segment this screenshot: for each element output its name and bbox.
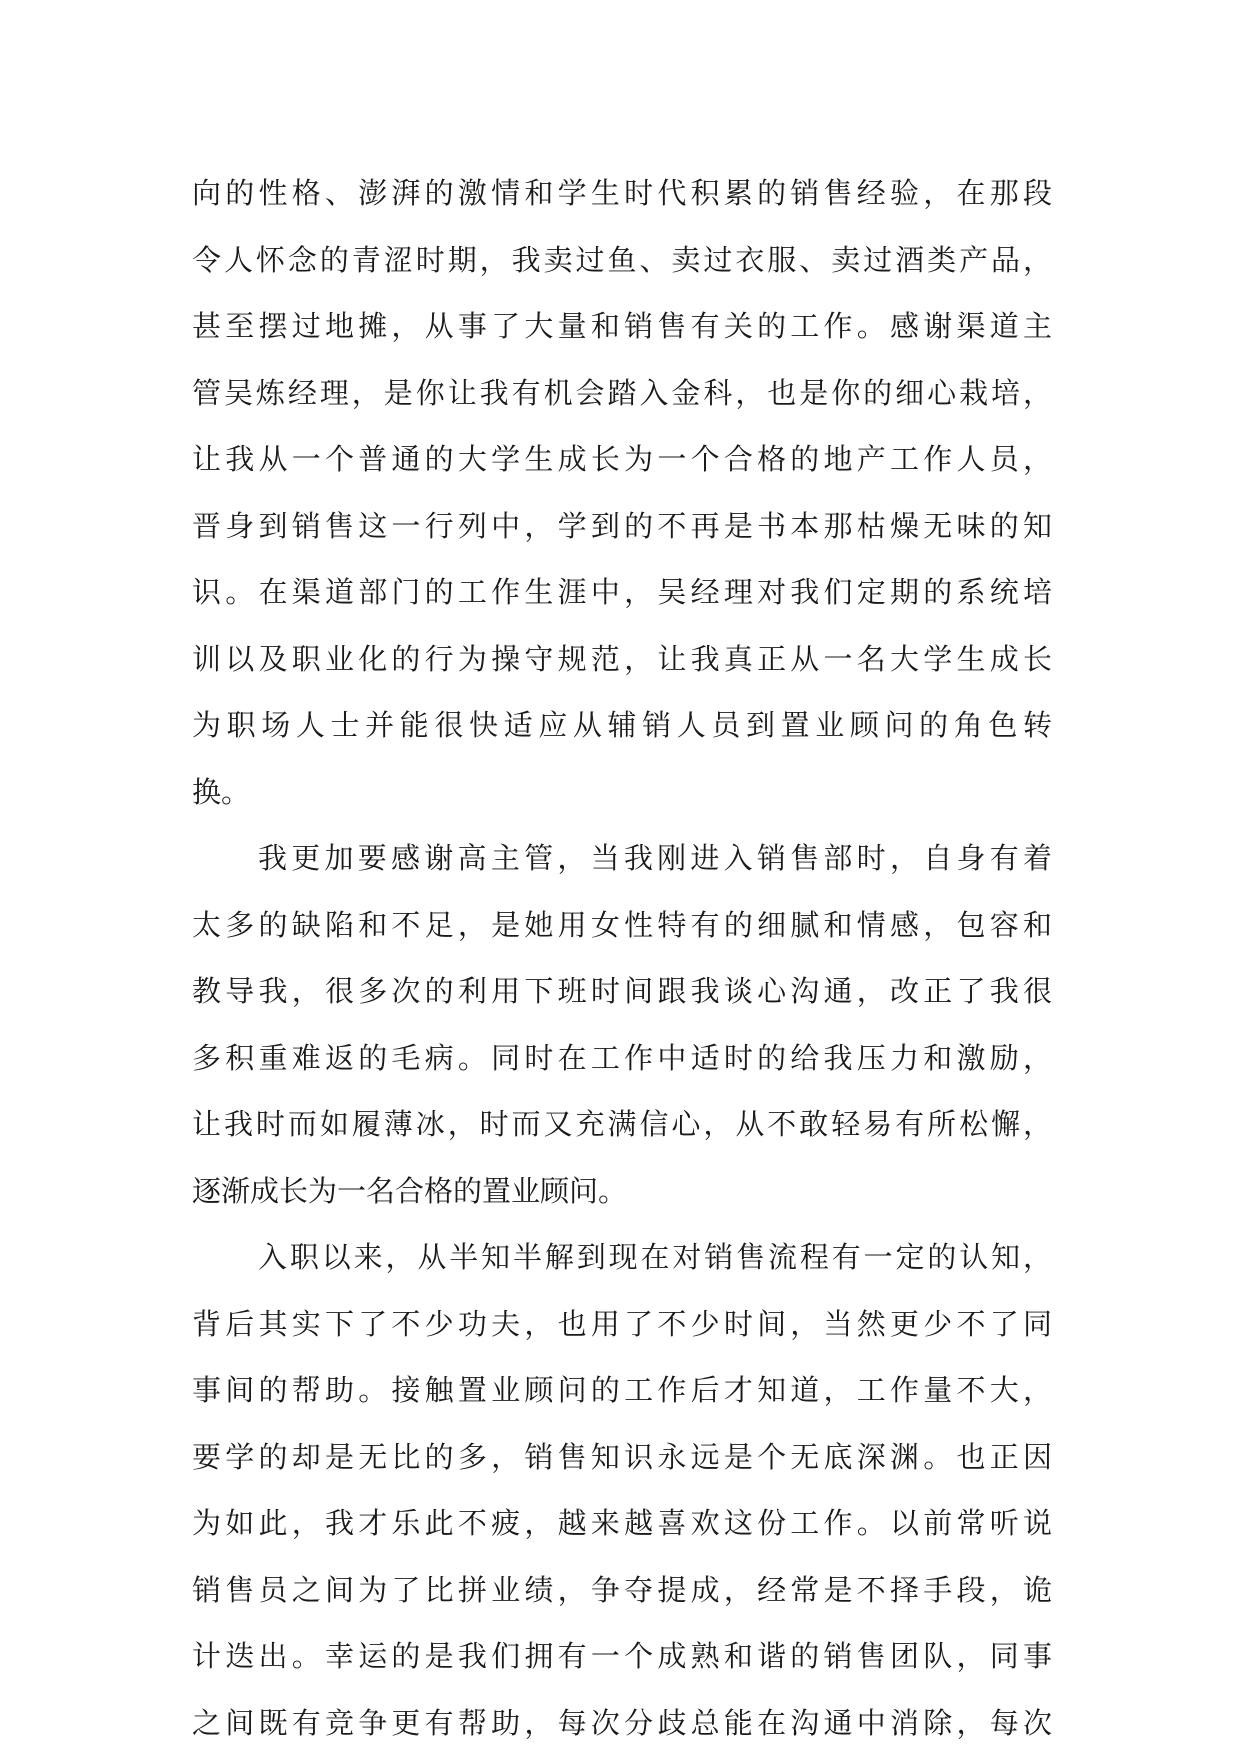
text-line: 换。 [192, 759, 1052, 826]
text-line: 训以及职业化的行为操守规范，让我真正从一名大学生成长 [192, 626, 1052, 693]
text-line: 销售员之间为了比拼业绩，争夺提成，经常是不择手段，诡 [192, 1557, 1052, 1624]
text-line: 为如此，我才乐此不疲，越来越喜欢这份工作。以前常听说 [192, 1490, 1052, 1557]
text-line: 太多的缺陷和不足，是她用女性特有的细腻和情感，包容和 [192, 892, 1052, 959]
text-line: 管吴炼经理，是你让我有机会踏入金科，也是你的细心栽培， [192, 360, 1052, 427]
text-line: 之间既有竞争更有帮助，每次分歧总能在沟通中消除，每次 [192, 1690, 1052, 1756]
text-line: 令人怀念的青涩时期，我卖过鱼、卖过衣服、卖过酒类产品， [192, 227, 1052, 294]
document-body [192, 160, 1052, 1756]
text-line: 计迭出。幸运的是我们拥有一个成熟和谐的销售团队，同事 [192, 1623, 1052, 1690]
text-line: 为职场人士并能很快适应从辅销人员到置业顾问的角色转 [192, 692, 1052, 759]
text-line: 事间的帮助。接触置业顾问的工作后才知道，工作量不大， [192, 1357, 1052, 1424]
text-line: 我更加要感谢高主管，当我刚进入销售部时，自身有着 [192, 825, 1052, 892]
text-line: 识。在渠道部门的工作生涯中，吴经理对我们定期的系统培 [192, 559, 1052, 626]
text-line: 让我时而如履薄冰，时而又充满信心，从不敢轻易有所松懈， [192, 1091, 1052, 1158]
text-line: 入职以来，从半知半解到现在对销售流程有一定的认知， [192, 1224, 1052, 1291]
paragraph-2 [192, 825, 1052, 1224]
text-line: 让我从一个普通的大学生成长为一个合格的地产工作人员， [192, 426, 1052, 493]
text-line: 背后其实下了不少功夫，也用了不少时间，当然更少不了同 [192, 1291, 1052, 1358]
text-line: 要学的却是无比的多，销售知识永远是个无底深渊。也正因 [192, 1424, 1052, 1491]
text-line: 向的性格、澎湃的激情和学生时代积累的销售经验，在那段 [192, 160, 1052, 227]
paragraph-3 [192, 1224, 1052, 1756]
text-line: 晋身到销售这一行列中，学到的不再是书本那枯燥无味的知 [192, 493, 1052, 560]
text-line: 教导我，很多次的利用下班时间跟我谈心沟通，改正了我很 [192, 958, 1052, 1025]
paragraph-1 [192, 160, 1052, 825]
text-line: 逐渐成长为一名合格的置业顾问。 [192, 1158, 1052, 1225]
text-line: 多积重难返的毛病。同时在工作中适时的给我压力和激励， [192, 1025, 1052, 1092]
text-line: 甚至摆过地摊，从事了大量和销售有关的工作。感谢渠道主 [192, 293, 1052, 360]
